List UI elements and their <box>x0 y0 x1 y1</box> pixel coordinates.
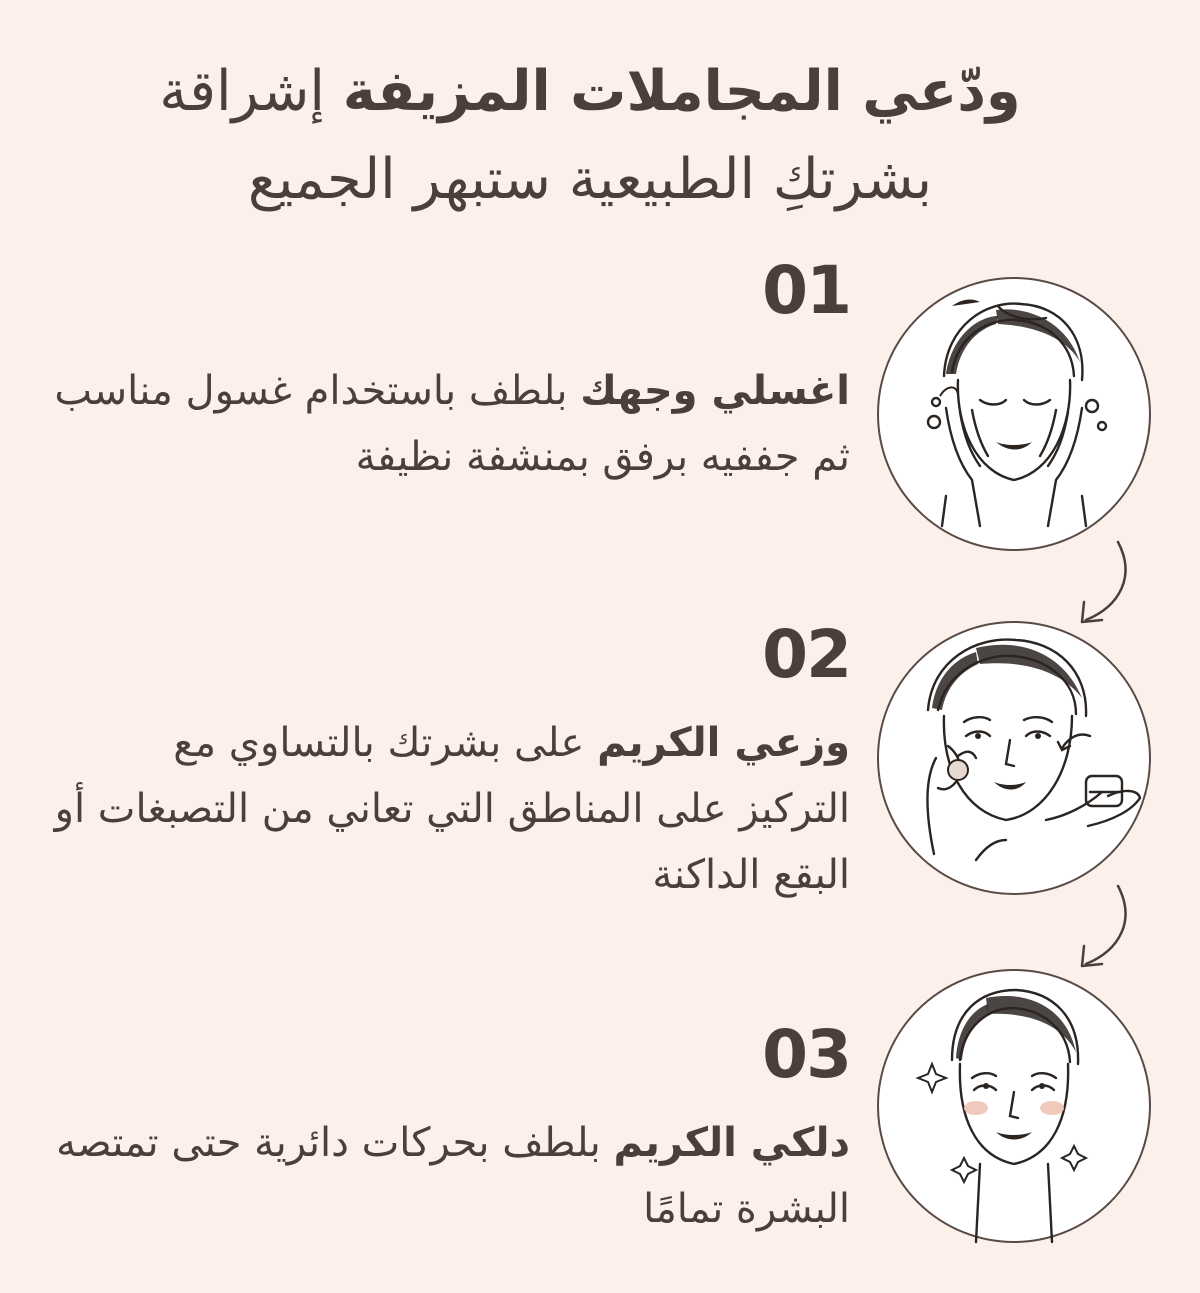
step-body: على بشرتك بالتساوي مع التركيز على المناطق التي تعاني من التصبغات أو البقع الداكنة <box>54 720 850 898</box>
glowing-skin-illustration <box>876 968 1152 1248</box>
step-bold: وزعي الكريم <box>597 720 850 766</box>
page-title <box>40 48 1140 224</box>
step-bold: دلكي الكريم <box>613 1120 850 1166</box>
step-number: 03 <box>762 1016 850 1093</box>
step-description <box>50 1110 850 1242</box>
step-description <box>50 358 850 490</box>
step-number: 01 <box>762 252 850 329</box>
step-description <box>50 710 850 908</box>
title-rest: إشراقة <box>159 59 343 124</box>
face-washing-illustration <box>876 276 1152 556</box>
applying-cream-illustration <box>876 620 1152 900</box>
step-bold: اغسلي وجهك <box>580 368 850 414</box>
title-bold: ودّعي المجاملات المزيفة <box>342 59 1021 124</box>
step-body: بلطف بحركات دائرية حتى تمتصه البشرة تمامًا <box>56 1120 850 1232</box>
arrow-down-icon <box>1070 880 1140 980</box>
title-line2: بشرتكِ الطبيعية ستبهر الجميع <box>247 147 933 212</box>
step-number: 02 <box>762 616 850 693</box>
step-body: بلطف باستخدام غسول مناسب ثم جففيه برفق بمنشفة نظيفة <box>54 368 850 480</box>
